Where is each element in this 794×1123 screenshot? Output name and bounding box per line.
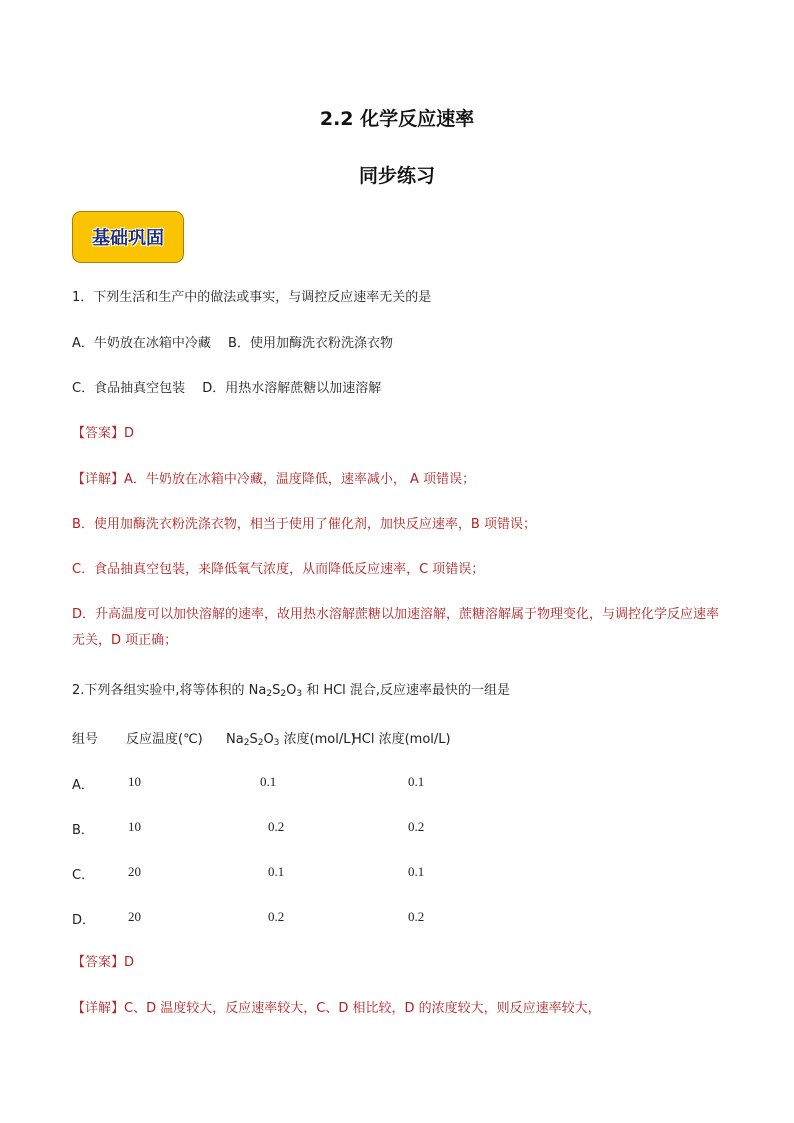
q2-detail — [72, 999, 601, 1019]
q1-detail-tag: 【详解】 — [72, 472, 125, 487]
table-row-b-na: 0.2 — [268, 819, 285, 834]
table-header-na-sub3: 3 — [273, 738, 280, 748]
q2-stem-part1: 2.下列各组实验中,将等体积的 Na — [72, 683, 267, 698]
table-row-d-na: 0.2 — [268, 909, 285, 924]
q2-stem-part4: 和 HCl 混合,反应速率最快的一组是 — [302, 683, 511, 698]
table-row-a-hcl: 0.1 — [408, 774, 425, 789]
table-row-b-group: B． — [72, 823, 94, 838]
table-header-na-part1: Na — [226, 732, 244, 747]
table-header-na2s2o3 — [226, 728, 356, 748]
q1-detail-a — [72, 470, 475, 490]
q2-answer-tag: 【答案】 — [72, 955, 125, 970]
page-subtitle: 同步练习 — [358, 165, 435, 187]
q2-stem-part2: S — [272, 683, 281, 698]
q1-answer-tag: 【答案】 — [72, 426, 125, 441]
q2-stem-part3: O — [286, 683, 297, 698]
table-row-b-temp: 10 — [128, 819, 141, 834]
q1-stem: 1．下列生活和生产中的做法或事实，与调控反应速率无关的是 — [72, 290, 432, 305]
table-header-group: 组号 — [72, 732, 99, 747]
table-row-c-temp: 20 — [128, 864, 141, 879]
table-row-c-hcl: 0.1 — [408, 864, 425, 879]
q1-detail-b: B．使用加酶洗衣粉洗涤衣物，相当于使用了催化剂，加快反应速率，B 项错误； — [72, 517, 536, 532]
table-header-na-part3: O — [263, 732, 274, 747]
table-header-na-sub1: 2 — [243, 738, 250, 748]
q1-answer — [72, 424, 134, 444]
section-badge — [72, 211, 184, 263]
q2-stem — [72, 681, 510, 704]
q1-detail-c: C．食品抽真空包装，来降低氧气浓度，从而降低反应速率，C 项错误； — [72, 562, 485, 577]
table-row-d-hcl: 0.2 — [408, 909, 425, 924]
q1-detail-a-text: A．牛奶放在冰箱中冷藏，温度降低，速率减小， A 项错误； — [124, 472, 476, 487]
table-row-d-temp: 20 — [128, 909, 141, 924]
table-row-d-group: D． — [72, 913, 96, 928]
table-row-c-group: C． — [72, 868, 95, 883]
table-header-temp: 反应温度(℃) — [126, 732, 203, 747]
table-header-na-part2: S — [249, 732, 258, 747]
table-row-c-na: 0.1 — [268, 864, 285, 879]
page-title: 2.2 化学反应速率 — [319, 108, 475, 130]
q1-answer-value: D — [124, 426, 135, 441]
table-header-na-part4: 浓度(mol/L) — [279, 732, 356, 747]
q1-options-ab: A．牛奶放在冰箱中冷藏 B．使用加酶洗衣粉洗涤衣物 — [72, 336, 393, 351]
q2-detail-tag: 【详解】 — [72, 1001, 125, 1016]
q2-answer-value: D — [124, 955, 135, 970]
q2-stem-sub1: 2 — [266, 689, 273, 699]
q1-options-cd: C．食品抽真空包装 D．用热水溶解蔗糖以加速溶解 — [72, 381, 382, 396]
table-row-a-temp: 10 — [128, 774, 141, 789]
q1-detail-d: D．升高温度可以加快溶解的速率，故用热水溶解蔗糖以加速溶解，蔗糖溶解属于物理变化，与调控化学反应速率无关，D 项正确； — [72, 607, 720, 648]
section-badge-label: 基础巩固 — [92, 228, 164, 249]
table-header-hcl: HCl 浓度(mol/L) — [352, 732, 451, 747]
table-row-a-group: A． — [72, 778, 94, 793]
table-row-b-hcl: 0.2 — [408, 819, 425, 834]
q2-detail-text: C、D 温度较大，反应速率较大，C、D 相比较，D 的浓度较大，则反应速率较大， — [124, 1001, 601, 1016]
q2-stem-sub3: 3 — [296, 689, 303, 699]
table-row-a-na: 0.1 — [260, 774, 277, 789]
q2-answer — [72, 953, 134, 973]
table-header-na-sub2: 2 — [257, 738, 264, 748]
q2-stem-sub2: 2 — [280, 689, 287, 699]
